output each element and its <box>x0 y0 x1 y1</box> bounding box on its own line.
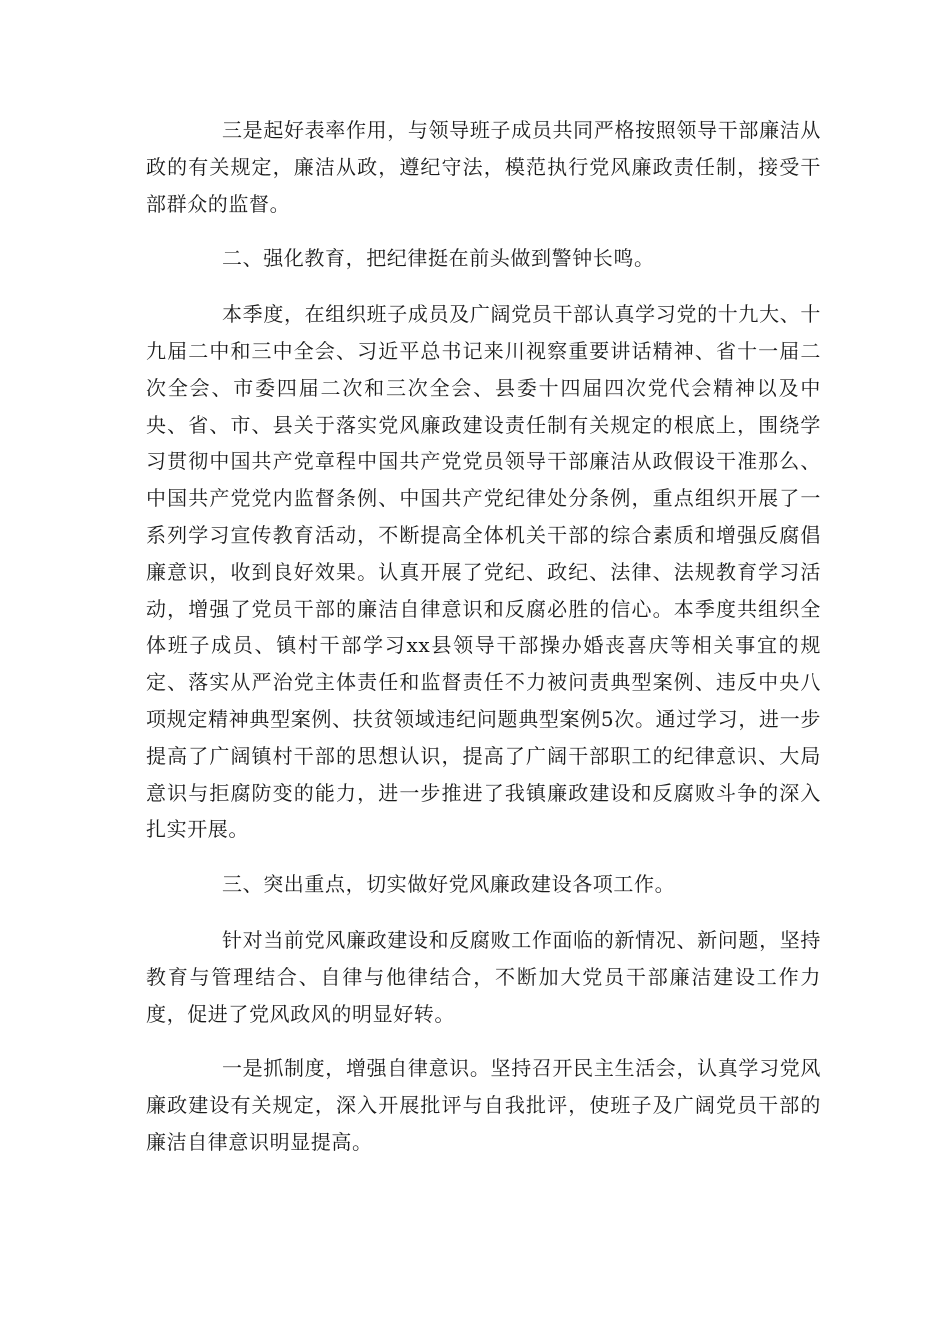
section-heading-education: 二、强化教育，把纪律挺在前头做到警钟长鸣。 <box>222 246 655 271</box>
paragraph-current-situation: 针对当前党风廉政建设和反腐败工作面临的新情况、新问题，坚持教育与管理结合、自律与他律结合，不断加大党员干部廉洁建设工作力度，促进了党风政风的明显好转。 <box>146 927 821 1026</box>
paragraph-quarter-study: 本季度，在组织班子成员及广阔党员干部认真学习党的十九大、十九届二中和三中全会、习近平总书记来川视察重要讲话精神、省十一届二次全会、市委四届二次和三次全会、县委十四届四次党代会精神以及中央、省、市、县关于落实党风廉政建设责任制有关规定的根底上，围绕学习贯彻中国共产党章程中国共产党党员领导干部廉洁从政假设干准那么、中国共产党党内监督条例、中国共产党纪律处分条例，重点组织开展了一系列学习宣传教育活动，不断提高全体机关干部的综合素质和增强反腐倡廉意识，收到良好效果。认真开展了党纪、政纪、法律、法规教育学习活动，增强了党员干部的廉洁自律意识和反腐必胜的信心。本季度共组织全体班子成员、镇村干部学习xx县领导干部操办婚丧喜庆等相关事宜的规定、落实从严治党主体责任和监督责任不力被问责典型案例、违反中央八项规定精神典型案例、扶贫领域违纪问题典型案例5次。通过学习，进一步提高了广阔镇村干部的思想认识，提高了广阔干部职工的纪律意识、大局意识与拒腐防变的能力，进一步推进了我镇廉政建设和反腐败斗争的深入扎实开展。 <box>146 302 821 842</box>
paragraph-system-building: 一是抓制度，增强自律意识。坚持召开民主生活会，认真学习党风廉政建设有关规定，深入开展批评与自我批评，使班子及广阔党员干部的廉洁自律意识明显提高。 <box>146 1056 821 1154</box>
document-body <box>146 112 821 1179</box>
section-heading-focus: 三、突出重点，切实做好党风廉政建设各项工作。 <box>222 872 676 897</box>
paragraph-role-model: 三是起好表率作用，与领导班子成员共同严格按照领导干部廉洁从政的有关规定，廉洁从政，遵纪守法，模范执行党风廉政责任制，接受干部群众的监督。 <box>146 118 821 216</box>
